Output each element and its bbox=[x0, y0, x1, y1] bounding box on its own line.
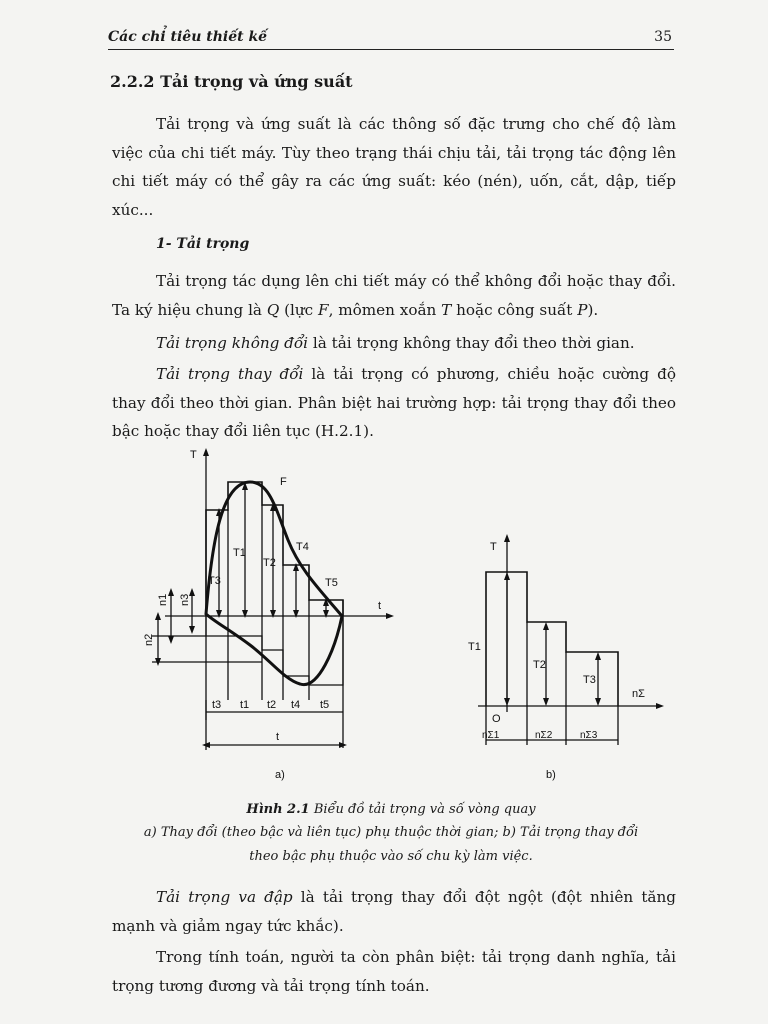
fig-b-cycle-2: nΣ2 bbox=[535, 730, 553, 741]
caption-title: Biểu đồ tải trọng và số vòng quay bbox=[313, 802, 536, 817]
fig-b-cycle-1: nΣ1 bbox=[482, 730, 500, 741]
impact-load-text: là tải trọng thay đổi đột ngột (đột nhiên tăng mạnh và giảm ngay tức khắc). bbox=[112, 888, 676, 935]
fig-b-label-t2: T2 bbox=[533, 659, 546, 671]
fig-a-time-total: t bbox=[276, 731, 280, 743]
load-text-1: Tải trọng tác dụng lên chi tiết máy có thể không đổi hoặc thay đổi. Ta ký hiệu chung là bbox=[112, 272, 676, 319]
fig-a-curve-f bbox=[206, 482, 342, 685]
caption-lead: Hình 2.1 bbox=[246, 802, 310, 817]
figure-caption-line-2: a) Thay đổi (theo bậc và liên tục) phụ thuộc thời gian; b) Tải trọng thay đổi bbox=[143, 825, 639, 840]
intro-paragraph: Tải trọng và ứng suất là các thông số đặc trưng cho chế độ làm việc của chi tiết máy. Tùy theo trạng thái chịu tải, tải trọng tác động lên chi tiết máy có thể gây ra các ứng suất: kéo (nén), uốn, cắt, dập, tiếp xúc... bbox=[112, 115, 676, 219]
fig-a-lower-steps bbox=[206, 616, 343, 685]
fig-a-time-t1: t1 bbox=[240, 699, 250, 711]
variable-load-text: là tải trọng có phương, chiều hoặc cường độ thay đổi theo thời gian. Phân biệt hai trường hợp: tải trọng thay đổi theo bậc hoặc thay đổi liên tục (H.2.1). bbox=[112, 365, 676, 440]
fig-a-time-t2: t2 bbox=[267, 699, 277, 711]
load-text-5: ). bbox=[587, 300, 599, 319]
fig-a-time-t3: t3 bbox=[212, 699, 222, 711]
fig-b-axis-x-label: nΣ bbox=[632, 688, 645, 700]
figure-b bbox=[478, 538, 660, 745]
symbol-t: T bbox=[441, 300, 452, 319]
fig-a-label-n3: n3 bbox=[179, 593, 191, 606]
subsection-heading: 1- Tải trọng bbox=[156, 236, 250, 252]
fig-b-origin-label: O bbox=[492, 713, 501, 725]
impact-load-paragraph bbox=[112, 883, 676, 940]
fig-a-label-n2: n2 bbox=[143, 633, 155, 646]
fig-a-axis-y-label: T bbox=[190, 449, 197, 461]
figure-caption-line-1 bbox=[108, 798, 674, 821]
load-text-4: hoặc công suất bbox=[451, 300, 578, 319]
fig-b-label-t3: T3 bbox=[583, 674, 596, 686]
fig-a-label-t3: T3 bbox=[208, 575, 221, 587]
fig-a-panel-label: a) bbox=[275, 769, 285, 781]
fig-b-panel-label: b) bbox=[546, 769, 556, 781]
calculation-paragraph: Trong tính toán, người ta còn phân biệt: tải trọng danh nghĩa, tải trọng tương đương và tải trọng tính toán. bbox=[112, 948, 676, 995]
fig-a-label-n1: n1 bbox=[157, 593, 169, 606]
fig-a-label-t4: T4 bbox=[296, 541, 309, 553]
fig-a-time-t5: t5 bbox=[320, 699, 330, 711]
fig-a-time-t4: t4 bbox=[291, 699, 301, 711]
load-text-3: , mômen xoắn bbox=[328, 300, 442, 319]
variable-load-term: Tải trọng thay đổi bbox=[156, 365, 304, 383]
impact-load-term: Tải trọng va đập bbox=[156, 888, 293, 906]
symbol-p: P bbox=[577, 300, 588, 319]
fig-a-label-t1: T1 bbox=[233, 547, 246, 559]
symbol-f: F bbox=[318, 300, 329, 319]
fig-a-label-t2: T2 bbox=[263, 557, 276, 569]
page-number: 35 bbox=[654, 29, 672, 45]
figure-caption-line-3: theo bậc phụ thuộc vào số chu kỳ làm việc. bbox=[249, 849, 533, 864]
constant-load-text: là tải trọng không thay đổi theo thời gian. bbox=[308, 334, 635, 352]
fig-a-curve-label: F bbox=[280, 476, 287, 488]
fig-a-axis-x-label: t bbox=[378, 600, 382, 612]
load-text-2: (lực bbox=[279, 300, 319, 319]
fig-b-label-t1: T1 bbox=[468, 641, 481, 653]
section-heading: 2.2.2 Tải trọng và ứng suất bbox=[110, 72, 353, 91]
constant-load-term: Tải trọng không đổi bbox=[156, 334, 309, 352]
chapter-title: Các chỉ tiêu thiết kế bbox=[108, 29, 268, 45]
fig-a-label-t5: T5 bbox=[325, 577, 338, 589]
symbol-q: Q bbox=[266, 300, 280, 319]
fig-b-axis-y-label: T bbox=[490, 541, 497, 553]
fig-b-cycle-3: nΣ3 bbox=[580, 730, 598, 741]
